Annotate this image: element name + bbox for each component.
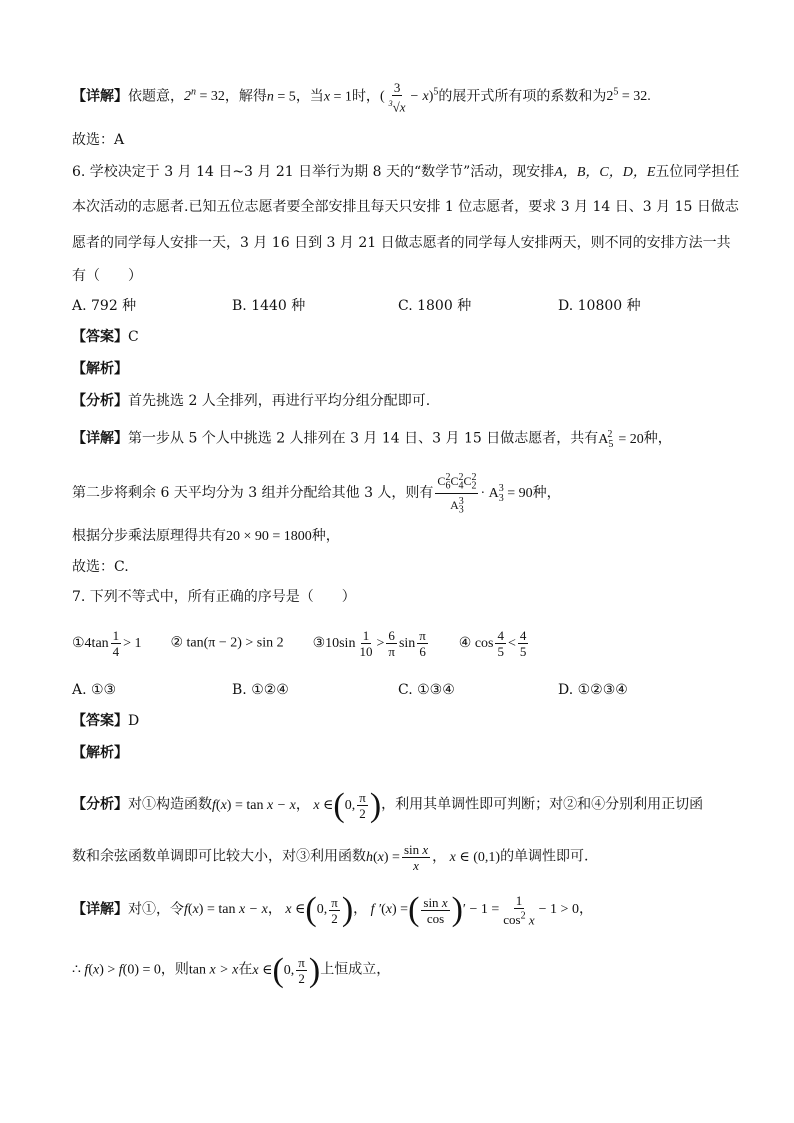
inequality-4: ④ cos $\frac{4}{5}$ < $\frac{4}{5}$ xyxy=(458,628,527,659)
formula: h(x) = $\frac{\text{sin x}}{x}$ ， x ∈ (0,1) xyxy=(366,842,501,873)
question-6-line-4: 有（ ） xyxy=(72,268,142,284)
inequality-1: ①4tan $\frac{1}{4}$ > 1 xyxy=(72,628,142,659)
formula: 2$^n$ = 32 xyxy=(184,86,225,105)
detail-line-q7-1: 【详解】对①，令f(x) = tan x − x， x ∈(0, $\frac{\pi}{2}$ )， f ′(x) =( $\frac{\text{sin x}}{\cos}$ )′ − 1 = $\frac{1}{\cos^2 x}$ − 1 > 0， xyxy=(72,891,593,929)
binomial-expression: ( $\frac{3}{^3√x}$ − x)$^5$ xyxy=(379,80,439,115)
formula: ∴ f(x) > f(0) = 0， xyxy=(72,962,175,978)
analysis-line-q7-2: 数和余弦函数单调即可比较大小，对③利用函数h(x) = $\frac{\text{sin x}}{x}$ ， x ∈ (0,1)的单调性即可. xyxy=(72,842,589,873)
inequality-2: ② tan(π − 2) > sin 2 xyxy=(170,635,284,651)
question-6-line-3: 愿者的同学每人安排一天，3 月 16 日到 3 月 21 日做志愿者的同学每人安排两天，则不同的安排方法一共 xyxy=(72,235,731,251)
option-c: C. ①③④ xyxy=(398,682,455,698)
answer-select-q6: 故选：C. xyxy=(72,559,129,575)
option-c: C. 1800 种 xyxy=(398,298,472,314)
question-6-line-2: 本次活动的志愿者.已知五位志愿者要全部安排且每天只安排 1 位志愿者，要求 3 月 14 日、3 月 15 日做志 xyxy=(72,199,739,215)
question-7-inequalities xyxy=(72,628,530,659)
option-a: A. 792 种 xyxy=(72,298,137,314)
detail-line-q7-2: ∴ f(x) > f(0) = 0，则tan x > x在x ∈(0, $\frac{\pi}{2}$ )上恒成立， xyxy=(72,951,391,989)
analysis-heading-q7: 【解析】 xyxy=(72,745,128,761)
option-d: D. ①②③④ xyxy=(558,682,628,698)
option-b: B. ①②④ xyxy=(232,682,289,698)
option-a: A. ①③ xyxy=(72,682,117,698)
formula: $\frac{C_6^2C_4^2C_2^2}{A_3^3}$ · $A_3^3 = 90$ xyxy=(437,472,533,516)
answer-line-q7: 【答案】D xyxy=(72,713,140,729)
analysis-line-q7-1: 【分析】对①构造函数f(x) = tan x − x， x ∈(0, $\frac{\pi}{2}$ )，利用其单调性即可判断；对②和④分别利用正切函 xyxy=(72,786,704,824)
option-d: D. 10800 种 xyxy=(558,298,641,314)
analysis-heading-q6: 【解析】 xyxy=(72,361,128,377)
detail-tag: 【详解】 xyxy=(72,88,128,105)
detail-line-q6-2: 第二步将剩余 6 天平均分为 3 组并分配给其他 3 人，则有 $\frac{C_6^2C_4^2C_2^2}{A_3^3}$ · $A_3^3 = 90$种， xyxy=(72,472,561,516)
answer-line-q6: 【答案】C xyxy=(72,329,139,345)
formula: f(x) = tan x − x， x ∈(0, $\frac{\pi}{2}$ )， f ′(x) =( $\frac{\text{sin x}}{\cos}$ )′ − 1 = $\frac{1}{\cos^2 x}$ − 1 > 0， xyxy=(184,891,593,929)
inequality-3: ③10sin $\frac{1}{10}$ > $\frac{6}{\pi}$ sin $\frac{\pi}{6}$ xyxy=(312,628,426,659)
analysis-line-q6: 【分析】首先挑选 2 人全排列，再进行平均分组分配即可. xyxy=(72,393,431,409)
detail-line-q6-3: 根据分步乘法原理得共有20 × 90 = 1800种， xyxy=(72,528,340,544)
option-b: B. 1440 种 xyxy=(232,298,306,314)
detail-line-q6-1: 【详解】第一步从 5 个人中挑选 2 人排列在 3 月 14 日、3 月 15 日做志愿者，共有$A_5^2 = 20$种， xyxy=(72,429,672,450)
formula: f(x) = tan x − x， x ∈(0, $\frac{\pi}{2}$ ) xyxy=(212,786,382,824)
answer-select-q5: 故选：A xyxy=(72,132,125,148)
detail-line-q5: 【详解】依题意，2$^n$ = 32，解得n = 5，当x = 1时，( $\frac{3}{^3√x}$ − x)$^5$的展开式所有项的系数和为$2^5 = 32$. xyxy=(72,80,651,115)
formula: $A_5^2 = 20$ xyxy=(598,429,644,450)
question-6-line-1: 6. 学校决定于 3 月 14 日~3 月 21 日举行为期 8 天的“数学节”活动，现安排A，B，C，D，E五位同学担任 xyxy=(72,164,740,180)
question-7-stem: 7. 下列不等式中，所有正确的序号是（ ） xyxy=(72,589,356,605)
